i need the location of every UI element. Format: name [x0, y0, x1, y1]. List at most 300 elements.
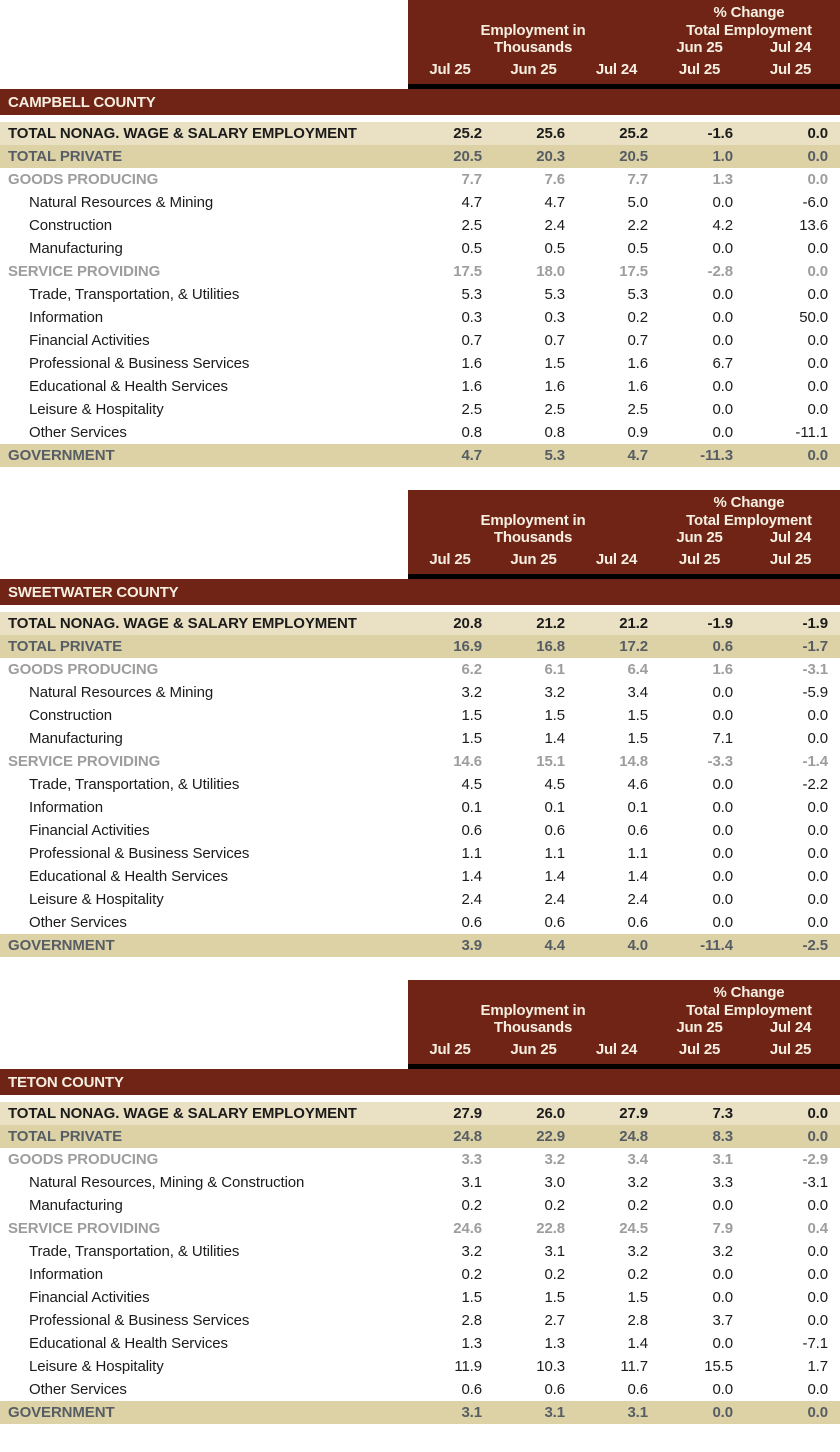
- value-cell: 0.0: [807, 1197, 828, 1214]
- header-underline: [408, 574, 840, 579]
- value-cell: 0.2: [544, 1266, 565, 1283]
- value-cell: 25.6: [536, 125, 565, 142]
- row-label: TOTAL PRIVATE: [8, 638, 122, 655]
- table-row: [0, 191, 840, 214]
- column-header-row: [0, 490, 840, 574]
- value-cell: 6.7: [712, 355, 733, 372]
- value-cell: 22.8: [536, 1220, 565, 1237]
- table-row: [0, 1378, 840, 1401]
- value-cell: 0.0: [712, 332, 733, 349]
- pct-change-label: % Change: [713, 984, 785, 1001]
- value-cell: 1.4: [544, 868, 565, 885]
- value-cell: 4.7: [544, 194, 565, 211]
- table-row: [0, 1309, 840, 1332]
- row-label: GOVERNMENT: [8, 937, 115, 954]
- value-cell: 0.0: [712, 845, 733, 862]
- table-row: [0, 375, 840, 398]
- value-cell: 3.2: [627, 1243, 648, 1260]
- table-row: [0, 888, 840, 911]
- value-cell: 17.5: [453, 263, 482, 280]
- value-cell: 4.6: [627, 776, 648, 793]
- table-row: [0, 1401, 840, 1424]
- value-cell: 0.0: [712, 424, 733, 441]
- value-cell: 6.4: [627, 661, 648, 678]
- col-label-jul24: Jul 24: [595, 61, 638, 78]
- col-label-jun25: Jun 25: [510, 61, 557, 78]
- row-label: Financial Activities: [29, 822, 150, 839]
- value-cell: 0.7: [627, 332, 648, 349]
- value-cell: 0.0: [807, 1105, 828, 1122]
- col-label-chg1: Jul 25: [678, 551, 721, 568]
- value-cell: 0.0: [807, 1312, 828, 1329]
- pct-change-label: % Change: [713, 494, 785, 511]
- value-cell: 0.6: [627, 822, 648, 839]
- value-cell: 2.5: [544, 401, 565, 418]
- value-cell: 3.2: [544, 684, 565, 701]
- header-spacer: [0, 0, 408, 84]
- value-cell: 0.0: [712, 1335, 733, 1352]
- table-row: [0, 329, 840, 352]
- row-label: Other Services: [29, 1381, 127, 1398]
- value-cell: 0.6: [712, 638, 733, 655]
- value-cell: 0.0: [712, 286, 733, 303]
- value-cell: 0.0: [712, 1266, 733, 1283]
- header-underline-row: [0, 84, 840, 89]
- value-cell: 20.8: [453, 615, 482, 632]
- value-cell: 2.5: [627, 401, 648, 418]
- value-cell: 1.5: [627, 730, 648, 747]
- value-cell: 2.5: [461, 401, 482, 418]
- value-cell: 1.5: [461, 707, 482, 724]
- thousands-label: Thousands: [493, 529, 573, 546]
- value-cell: 0.5: [461, 240, 482, 257]
- row-label: Manufacturing: [29, 1197, 123, 1214]
- value-cell: 24.8: [453, 1128, 482, 1145]
- value-cell: -3.1: [802, 661, 828, 678]
- col-label-jul25: Jul 25: [429, 61, 471, 78]
- value-cell: 3.7: [712, 1312, 733, 1329]
- value-cell: 0.0: [807, 1289, 828, 1306]
- value-cell: 1.4: [627, 868, 648, 885]
- value-cell: 0.6: [544, 822, 565, 839]
- row-label: SERVICE PROVIDING: [8, 753, 161, 770]
- value-cell: 0.0: [807, 1266, 828, 1283]
- table-row: [0, 1286, 840, 1309]
- value-cell: 2.4: [544, 217, 565, 234]
- value-cell: 4.5: [461, 776, 482, 793]
- value-cell: 1.3: [544, 1335, 565, 1352]
- table-row: [0, 352, 840, 375]
- table-row: [0, 421, 840, 444]
- column-header: [408, 0, 840, 84]
- value-cell: 0.0: [807, 845, 828, 862]
- value-cell: 20.5: [619, 148, 648, 165]
- value-cell: 11.7: [620, 1358, 648, 1375]
- value-cell: 0.0: [712, 891, 733, 908]
- table-row: [0, 773, 840, 796]
- row-label: Professional & Business Services: [29, 845, 250, 862]
- value-cell: 0.2: [461, 1197, 482, 1214]
- value-cell: 3.1: [461, 1404, 482, 1421]
- value-cell: 0.0: [807, 171, 828, 188]
- value-cell: 8.3: [712, 1128, 733, 1145]
- value-cell: 1.6: [627, 378, 648, 395]
- table-row: [0, 1240, 840, 1263]
- value-cell: 1.5: [544, 707, 565, 724]
- row-label: GOVERNMENT: [8, 447, 115, 464]
- value-cell: 5.0: [627, 194, 648, 211]
- col-label-chg2: Jul 25: [769, 61, 812, 78]
- underline-spacer: [0, 84, 408, 89]
- value-cell: 25.2: [619, 125, 648, 142]
- table-row: [0, 704, 840, 727]
- col-label-jul25: Jul 25: [429, 551, 471, 568]
- value-cell: -6.0: [802, 194, 828, 211]
- campbell-county-table: [0, 0, 840, 467]
- change-sub-jun25: Jun 25: [676, 39, 723, 56]
- table-row: [0, 1194, 840, 1217]
- value-cell: 2.7: [544, 1312, 565, 1329]
- value-cell: 1.1: [544, 845, 565, 862]
- value-cell: 7.6: [544, 171, 565, 188]
- value-cell: 4.5: [544, 776, 565, 793]
- table-row: [0, 796, 840, 819]
- table-row: [0, 635, 840, 658]
- value-cell: -1.6: [707, 125, 733, 142]
- value-cell: 1.5: [461, 730, 482, 747]
- value-cell: 27.9: [619, 1105, 648, 1122]
- table-row: [0, 168, 840, 191]
- value-cell: 7.1: [712, 730, 733, 747]
- table-row: [0, 1171, 840, 1194]
- column-header-row: [0, 980, 840, 1064]
- table-row: [0, 398, 840, 421]
- total-employment-label: Total Employment: [686, 22, 812, 39]
- county-band: [0, 1069, 840, 1095]
- value-cell: 1.0: [712, 148, 733, 165]
- value-cell: 3.2: [461, 1243, 482, 1260]
- table-row: [0, 819, 840, 842]
- value-cell: 0.6: [461, 914, 482, 931]
- value-cell: 1.1: [461, 845, 482, 862]
- row-label: TOTAL NONAG. WAGE & SALARY EMPLOYMENT: [8, 125, 357, 142]
- col-label-jun25: Jun 25: [510, 551, 557, 568]
- value-cell: 0.2: [627, 1266, 648, 1283]
- row-label: Other Services: [29, 914, 127, 931]
- row-label: Information: [29, 1266, 103, 1283]
- value-cell: 1.1: [627, 845, 648, 862]
- table-row: [0, 681, 840, 704]
- value-cell: 3.9: [461, 937, 482, 954]
- value-cell: 2.2: [627, 217, 648, 234]
- row-label: Natural Resources & Mining: [29, 194, 214, 211]
- value-cell: 0.0: [712, 776, 733, 793]
- value-cell: 2.4: [544, 891, 565, 908]
- value-cell: 18.0: [536, 263, 565, 280]
- value-cell: 16.9: [453, 638, 482, 655]
- value-cell: 2.4: [627, 891, 648, 908]
- table-row: [0, 1332, 840, 1355]
- row-label: GOODS PRODUCING: [8, 661, 159, 678]
- county-name: SWEETWATER COUNTY: [8, 583, 179, 601]
- value-cell: 26.0: [536, 1105, 565, 1122]
- teton-county-table: [0, 980, 840, 1424]
- value-cell: 0.0: [807, 263, 828, 280]
- value-cell: -7.1: [802, 1335, 828, 1352]
- row-label: Manufacturing: [29, 730, 123, 747]
- col-label-jul24: Jul 24: [595, 1041, 638, 1058]
- change-sub-jun25: Jun 25: [676, 529, 723, 546]
- row-label: GOODS PRODUCING: [8, 1151, 159, 1168]
- value-cell: 3.3: [712, 1174, 733, 1191]
- value-cell: 25.2: [453, 125, 482, 142]
- value-cell: 3.1: [712, 1151, 733, 1168]
- value-cell: 14.8: [619, 753, 648, 770]
- value-cell: 17.5: [619, 263, 648, 280]
- value-cell: 0.2: [461, 1266, 482, 1283]
- value-cell: 20.5: [453, 148, 482, 165]
- county-band: [0, 579, 840, 605]
- value-cell: 3.1: [627, 1404, 648, 1421]
- table-row: [0, 214, 840, 237]
- value-cell: 0.0: [807, 332, 828, 349]
- row-label: Leisure & Hospitality: [29, 1358, 164, 1375]
- change-sub-jul24: Jul 24: [769, 529, 812, 546]
- header-underline-row: [0, 574, 840, 579]
- column-header: [408, 490, 840, 574]
- value-cell: 4.0: [627, 937, 648, 954]
- col-label-jul25: Jul 25: [429, 1041, 471, 1058]
- value-cell: 3.0: [544, 1174, 565, 1191]
- header-spacer: [0, 490, 408, 574]
- value-cell: 20.3: [536, 148, 565, 165]
- value-cell: 0.0: [807, 286, 828, 303]
- pct-change-label: % Change: [713, 4, 785, 21]
- value-cell: 21.2: [536, 615, 565, 632]
- value-cell: 7.3: [712, 1105, 733, 1122]
- value-cell: 1.4: [461, 868, 482, 885]
- thousands-label: Thousands: [493, 1019, 573, 1036]
- value-cell: 0.6: [461, 1381, 482, 1398]
- employment-in-label: Employment in: [480, 512, 586, 529]
- table-row: [0, 842, 840, 865]
- value-cell: 3.2: [544, 1151, 565, 1168]
- header-underline-row: [0, 1064, 840, 1069]
- table-rows: [0, 612, 840, 957]
- value-cell: 10.3: [536, 1358, 565, 1375]
- value-cell: 0.0: [807, 868, 828, 885]
- value-cell: 0.2: [627, 309, 648, 326]
- value-cell: 0.6: [461, 822, 482, 839]
- value-cell: 0.2: [627, 1197, 648, 1214]
- value-cell: 3.2: [627, 1174, 648, 1191]
- value-cell: 0.0: [712, 1381, 733, 1398]
- value-cell: 0.0: [712, 378, 733, 395]
- value-cell: 0.0: [712, 684, 733, 701]
- value-cell: 0.0: [807, 355, 828, 372]
- value-cell: 0.6: [544, 914, 565, 931]
- table-row: [0, 237, 840, 260]
- value-cell: 0.6: [544, 1381, 565, 1398]
- value-cell: 11.9: [454, 1358, 482, 1375]
- value-cell: 1.5: [461, 1289, 482, 1306]
- value-cell: 0.0: [712, 799, 733, 816]
- value-cell: 1.6: [544, 378, 565, 395]
- value-cell: 2.4: [461, 891, 482, 908]
- row-label: Financial Activities: [29, 1289, 150, 1306]
- value-cell: 0.0: [807, 730, 828, 747]
- value-cell: 0.8: [461, 424, 482, 441]
- value-cell: 1.6: [461, 355, 482, 372]
- value-cell: 0.0: [807, 822, 828, 839]
- value-cell: -2.5: [802, 937, 828, 954]
- row-label: Trade, Transportation, & Utilities: [29, 1243, 240, 1260]
- value-cell: 0.0: [712, 822, 733, 839]
- row-label: Other Services: [29, 424, 127, 441]
- value-cell: -2.9: [802, 1151, 828, 1168]
- value-cell: 4.4: [544, 937, 565, 954]
- table-row: [0, 658, 840, 681]
- value-cell: -5.9: [802, 684, 828, 701]
- value-cell: 0.5: [544, 240, 565, 257]
- value-cell: 0.0: [807, 148, 828, 165]
- table-row: [0, 1102, 840, 1125]
- header-spacer: [0, 980, 408, 1064]
- table-row: [0, 911, 840, 934]
- value-cell: 4.7: [627, 447, 648, 464]
- value-cell: 1.6: [712, 661, 733, 678]
- value-cell: 1.5: [544, 355, 565, 372]
- row-label: TOTAL NONAG. WAGE & SALARY EMPLOYMENT: [8, 615, 357, 632]
- value-cell: 0.3: [544, 309, 565, 326]
- value-cell: 0.1: [544, 799, 565, 816]
- county-name: TETON COUNTY: [8, 1073, 124, 1091]
- row-label: Trade, Transportation, & Utilities: [29, 286, 240, 303]
- col-label-jun25: Jun 25: [510, 1041, 557, 1058]
- underline-spacer: [0, 1064, 408, 1069]
- value-cell: 0.4: [807, 1220, 828, 1237]
- value-cell: 3.4: [627, 684, 648, 701]
- row-label: Educational & Health Services: [29, 868, 228, 885]
- row-label: Educational & Health Services: [29, 1335, 228, 1352]
- value-cell: 0.1: [461, 799, 482, 816]
- table-row: [0, 1263, 840, 1286]
- value-cell: 21.2: [619, 615, 648, 632]
- value-cell: 6.2: [461, 661, 482, 678]
- table-row: [0, 750, 840, 773]
- value-cell: -11.3: [700, 447, 733, 464]
- value-cell: 0.0: [807, 914, 828, 931]
- value-cell: 1.5: [627, 1289, 648, 1306]
- change-sub-jul24: Jul 24: [769, 1019, 812, 1036]
- value-cell: 1.3: [461, 1335, 482, 1352]
- value-cell: 0.5: [627, 240, 648, 257]
- row-label: Information: [29, 799, 103, 816]
- value-cell: 3.4: [627, 1151, 648, 1168]
- value-cell: 15.1: [536, 753, 565, 770]
- value-cell: 3.1: [461, 1174, 482, 1191]
- row-label: Educational & Health Services: [29, 378, 228, 395]
- employment-in-label: Employment in: [480, 22, 586, 39]
- value-cell: 0.0: [807, 799, 828, 816]
- value-cell: 13.6: [799, 217, 828, 234]
- value-cell: -2.2: [802, 776, 828, 793]
- row-label: Professional & Business Services: [29, 355, 250, 372]
- value-cell: 0.0: [712, 1197, 733, 1214]
- total-employment-label: Total Employment: [686, 512, 812, 529]
- value-cell: 5.3: [544, 286, 565, 303]
- value-cell: 1.3: [712, 171, 733, 188]
- table-row: [0, 1148, 840, 1171]
- value-cell: -1.4: [802, 753, 828, 770]
- value-cell: 1.6: [461, 378, 482, 395]
- table-row: [0, 727, 840, 750]
- value-cell: 0.0: [712, 194, 733, 211]
- value-cell: 0.1: [627, 799, 648, 816]
- value-cell: 4.7: [461, 447, 482, 464]
- row-label: Manufacturing: [29, 240, 123, 257]
- value-cell: 0.8: [544, 424, 565, 441]
- table-row: [0, 145, 840, 168]
- value-cell: 0.0: [712, 401, 733, 418]
- row-label: Information: [29, 309, 103, 326]
- value-cell: 1.7: [807, 1358, 828, 1375]
- row-label: GOVERNMENT: [8, 1404, 115, 1421]
- change-sub-jul24: Jul 24: [769, 39, 812, 56]
- value-cell: 0.0: [807, 891, 828, 908]
- value-cell: 5.3: [461, 286, 482, 303]
- value-cell: 0.0: [712, 707, 733, 724]
- table-row: [0, 865, 840, 888]
- column-header-row: [0, 0, 840, 84]
- value-cell: 4.2: [712, 217, 733, 234]
- value-cell: 17.2: [619, 638, 648, 655]
- row-label: GOODS PRODUCING: [8, 171, 159, 188]
- value-cell: -1.9: [802, 615, 828, 632]
- value-cell: -2.8: [707, 263, 733, 280]
- row-label: TOTAL PRIVATE: [8, 1128, 122, 1145]
- value-cell: 2.5: [461, 217, 482, 234]
- value-cell: 15.5: [704, 1358, 733, 1375]
- col-label-jul24: Jul 24: [595, 551, 638, 568]
- value-cell: 0.7: [544, 332, 565, 349]
- header-underline: [408, 1064, 840, 1069]
- value-cell: 2.8: [461, 1312, 482, 1329]
- sweetwater-county-table: [0, 490, 840, 957]
- value-cell: 0.0: [807, 125, 828, 142]
- table-row: [0, 1125, 840, 1148]
- value-cell: -11.1: [795, 424, 828, 441]
- table-row: [0, 612, 840, 635]
- value-cell: 0.6: [627, 914, 648, 931]
- table-row: [0, 260, 840, 283]
- value-cell: 0.2: [544, 1197, 565, 1214]
- value-cell: 0.9: [627, 424, 648, 441]
- value-cell: 0.0: [712, 1289, 733, 1306]
- band-gap: [0, 115, 840, 122]
- value-cell: 24.8: [619, 1128, 648, 1145]
- table-row: [0, 1217, 840, 1240]
- value-cell: 3.3: [461, 1151, 482, 1168]
- value-cell: 0.0: [807, 1381, 828, 1398]
- value-cell: 0.7: [461, 332, 482, 349]
- table-row: [0, 934, 840, 957]
- table-row: [0, 444, 840, 467]
- value-cell: 3.2: [461, 684, 482, 701]
- value-cell: 0.0: [712, 914, 733, 931]
- row-label: TOTAL PRIVATE: [8, 148, 122, 165]
- value-cell: 0.0: [807, 378, 828, 395]
